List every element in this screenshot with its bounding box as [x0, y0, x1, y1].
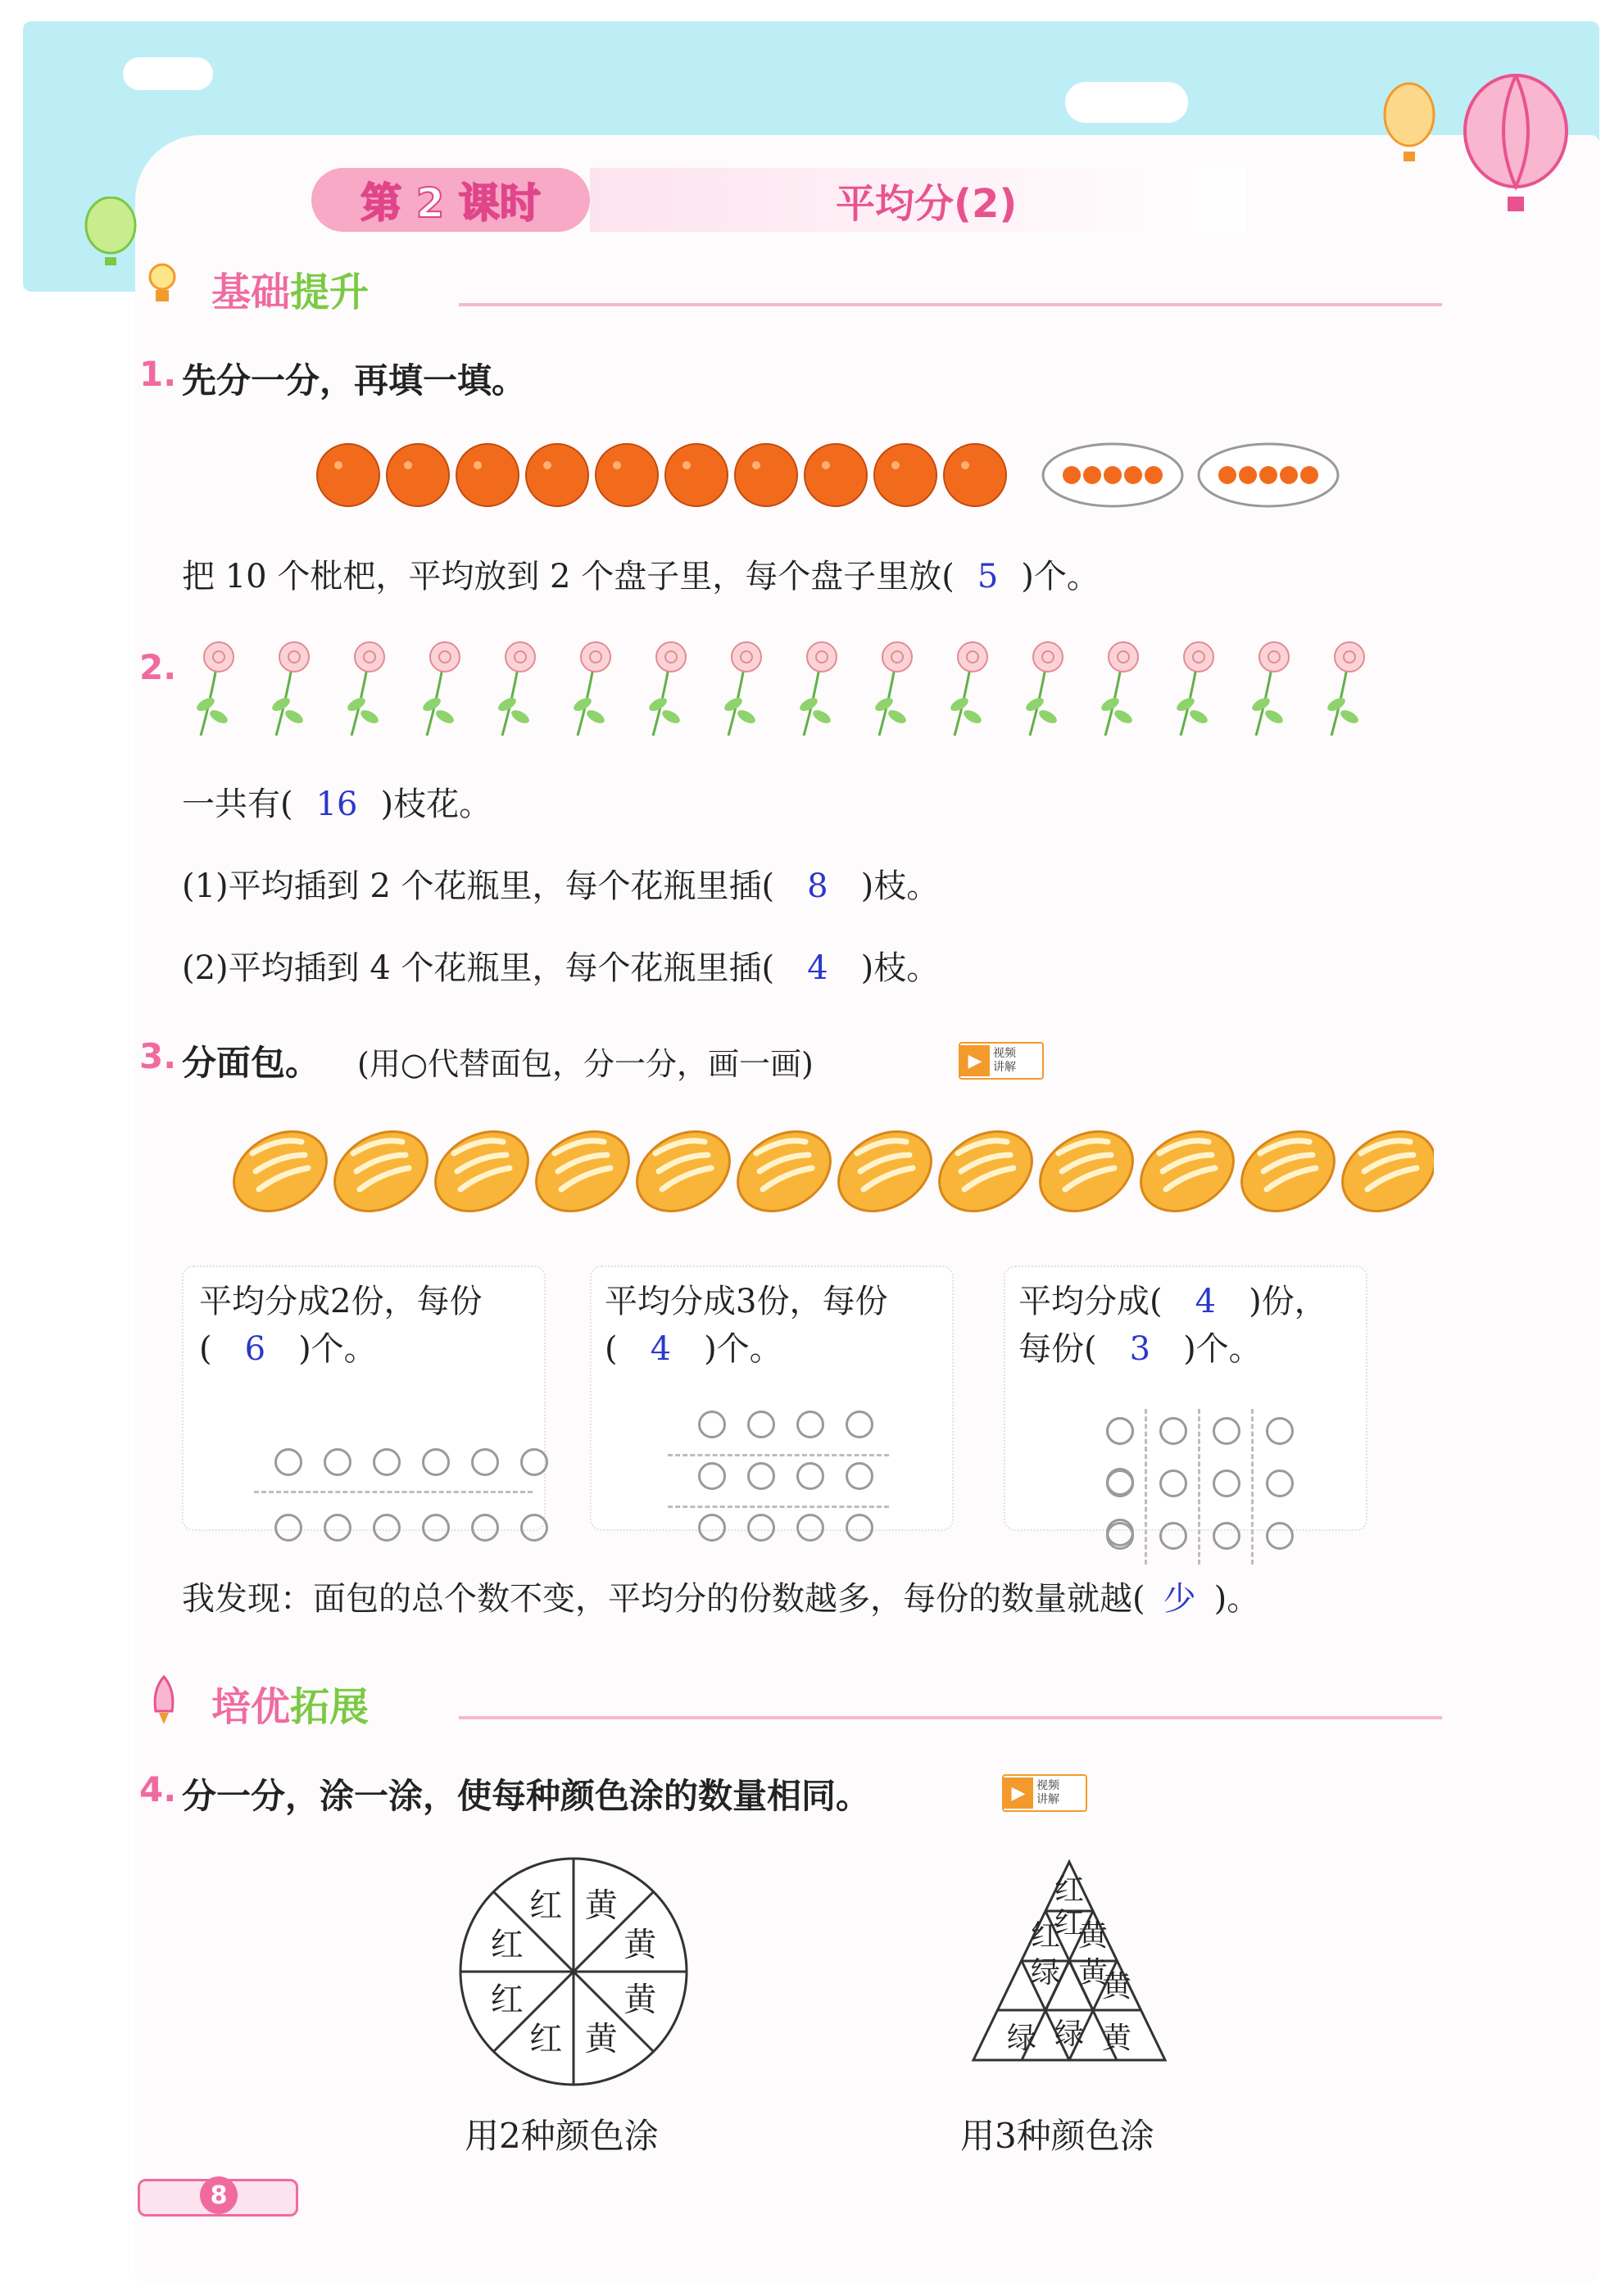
- triangle-caption: 用3种颜色涂: [960, 2116, 1154, 2156]
- divider-line: [668, 1506, 889, 1508]
- bread-icon: [320, 1118, 442, 1225]
- panel-1-answer: 6: [244, 1330, 266, 1368]
- rose-icon: [1326, 642, 1364, 736]
- question-prompt: 分一分，涂一涂，使每种颜色涂的数量相同。: [182, 1776, 871, 1816]
- bread-icon: [1026, 1118, 1147, 1225]
- play-icon: ▶: [1004, 1777, 1033, 1809]
- rose-icon: [949, 642, 987, 736]
- cell-color-label: 红: [1054, 1907, 1085, 1941]
- cell-color-label: 红: [1030, 1919, 1061, 1953]
- q3-finding-answer: 少: [1163, 1580, 1196, 1618]
- loquat-icon: [735, 444, 797, 506]
- divider-line: [254, 1491, 533, 1493]
- bread-icon: [522, 1118, 643, 1225]
- loquat-icon: [665, 444, 728, 506]
- bread-icon: [723, 1118, 845, 1225]
- bread-icon: [824, 1118, 946, 1225]
- rose-icon: [723, 642, 761, 736]
- circle-column: [1266, 1417, 1290, 1550]
- bread-icon: [623, 1118, 744, 1225]
- rose-icon: [572, 642, 610, 736]
- loquat-row: [315, 438, 1036, 512]
- question-prompt: 分面包。: [182, 1043, 320, 1083]
- cell-color-label: 黄: [1077, 1956, 1109, 1990]
- lesson-badge: 第 2 课时: [311, 168, 590, 232]
- cell-color-label: 绿: [1030, 1956, 1061, 1990]
- play-icon: ▶: [960, 1045, 990, 1076]
- cell-color-label: 红: [1054, 1873, 1085, 1907]
- q1-answer: 5: [977, 558, 999, 596]
- rose-icon: [798, 642, 837, 736]
- divider-line: [1198, 1409, 1200, 1565]
- bread-icon: [1227, 1118, 1349, 1225]
- sector-color-label: 红: [490, 1926, 524, 1964]
- color-circle: [455, 1853, 692, 2090]
- hot-air-balloons-icon: [1376, 74, 1590, 221]
- circle-group: [698, 1514, 895, 1545]
- sector-color-label: 红: [529, 1886, 563, 1925]
- section-divider: [459, 303, 1442, 306]
- loquat-icon: [944, 444, 1006, 506]
- sector-color-label: 黄: [624, 1926, 657, 1964]
- rose-icon: [1100, 642, 1138, 736]
- bread-icon: [229, 1118, 341, 1225]
- bread-icon: [925, 1118, 1046, 1225]
- divider-line: [1145, 1409, 1147, 1565]
- loquat-icon: [805, 444, 867, 506]
- rose-icon: [346, 642, 384, 736]
- loquat-icon: [317, 444, 379, 506]
- cell-color-label: 绿: [1006, 2022, 1037, 2055]
- small-balloon-icon: [78, 197, 143, 270]
- sector-color-label: 红: [490, 1981, 524, 2019]
- panel-3-text: 平均分成( 4 )份， 每份( 3 )个。: [1018, 1283, 1327, 1368]
- sector-color-label: 黄: [584, 1886, 618, 1925]
- panel-3-answer-parts: 4: [1195, 1283, 1217, 1320]
- rose-icon: [1024, 642, 1063, 736]
- section-heading-advanced: 培优拓展: [211, 1684, 370, 1730]
- bread-icon: [421, 1118, 542, 1225]
- question-hint: (用○代替面包，分一分，画一画): [357, 1046, 814, 1082]
- lesson-title: 平均分(2): [836, 180, 1018, 227]
- panel-1-text: 平均分成2份，每份 ( 6 )个。: [199, 1283, 483, 1368]
- question-number: 3.: [139, 1036, 177, 1076]
- loquat-icon: [874, 444, 936, 506]
- circle-group: [698, 1411, 895, 1442]
- circle-group: [274, 1448, 569, 1479]
- loquat-icon: [526, 444, 588, 506]
- q1-sentence: 把 10 个枇杷，平均放到 2 个盘子里，每个盘子里放( 5 )个。: [182, 558, 1100, 596]
- circle-caption: 用2种颜色涂: [465, 2116, 659, 2156]
- section-divider: [459, 1716, 1442, 1719]
- rose-icon: [195, 642, 234, 736]
- rocket-icon: [147, 1675, 180, 1728]
- circle-group: [274, 1514, 569, 1545]
- circle-column: [1159, 1417, 1184, 1550]
- question-prompt: 先分一分，再填一填。: [182, 360, 527, 401]
- divider-line: [1251, 1409, 1254, 1565]
- circle-column: [1106, 1417, 1131, 1550]
- video-lesson-button[interactable]: ▶ 视频 讲解: [959, 1042, 1044, 1080]
- rose-icon: [1175, 642, 1213, 736]
- rose-icon: [497, 642, 535, 736]
- bread-icon: [1127, 1118, 1248, 1225]
- loquat-icon: [456, 444, 519, 506]
- sector-color-label: 黄: [624, 1981, 657, 2019]
- page-number-badge: [138, 2179, 298, 2217]
- sector-color-label: 红: [529, 2020, 563, 2058]
- video-lesson-button[interactable]: ▶ 视频 讲解: [1002, 1774, 1087, 1812]
- divider-line: [668, 1454, 889, 1456]
- loquat-icon: [596, 444, 658, 506]
- rose-icon: [421, 642, 460, 736]
- panel-2-answer: 4: [650, 1330, 672, 1368]
- q2-sub1-answer: 8: [807, 867, 828, 905]
- panel-3-answer-each: 3: [1129, 1330, 1151, 1368]
- rose-icon: [1250, 642, 1289, 736]
- panel-2-text: 平均分成3份，每份 ( 4 )个。: [605, 1283, 888, 1368]
- cell-color-label: 黄: [1101, 1970, 1132, 2004]
- q2-sub1: (1)平均插到 2 个花瓶里，每个花瓶里插( 8 )枝。: [182, 867, 940, 905]
- rose-row: [188, 639, 1417, 745]
- rose-icon: [873, 642, 912, 736]
- cell-color-label: 黄: [1101, 2022, 1132, 2055]
- rose-icon: [647, 642, 686, 736]
- q2-total-answer: 16: [315, 786, 358, 823]
- plates-illustration: [1041, 434, 1352, 516]
- cloud-decoration: [123, 57, 213, 90]
- page-number: 8: [200, 2176, 238, 2214]
- q2-sub2: (2)平均插到 4 个花瓶里，每个花瓶里插( 4 )枝。: [182, 949, 940, 987]
- bread-icon: [1328, 1118, 1434, 1225]
- q2-sub2-answer: 4: [807, 949, 828, 987]
- cell-color-label: 绿: [1054, 2017, 1085, 2051]
- color-triangle: [967, 1855, 1172, 2068]
- sector-color-label: 黄: [584, 2020, 618, 2058]
- q2-total: 一共有( 16 )枝花。: [182, 786, 492, 823]
- section-heading-basic: 基础提升: [211, 269, 370, 315]
- circle-group: [698, 1462, 895, 1493]
- bread-row: [229, 1118, 1434, 1225]
- question-number: 2.: [139, 647, 177, 687]
- question-number: 1.: [139, 354, 177, 394]
- rose-icon: [270, 642, 309, 736]
- question-number: 4.: [139, 1769, 177, 1809]
- loquat-icon: [387, 444, 449, 506]
- cell-color-label: 黄: [1077, 1919, 1109, 1953]
- q3-finding: 我发现：面包的总个数不变，平均分的份数越多，每份的数量就越( 少 )。: [182, 1580, 1260, 1618]
- cloud-decoration: [1065, 82, 1188, 123]
- lightbulb-icon: [146, 260, 179, 310]
- circle-column: [1213, 1417, 1237, 1550]
